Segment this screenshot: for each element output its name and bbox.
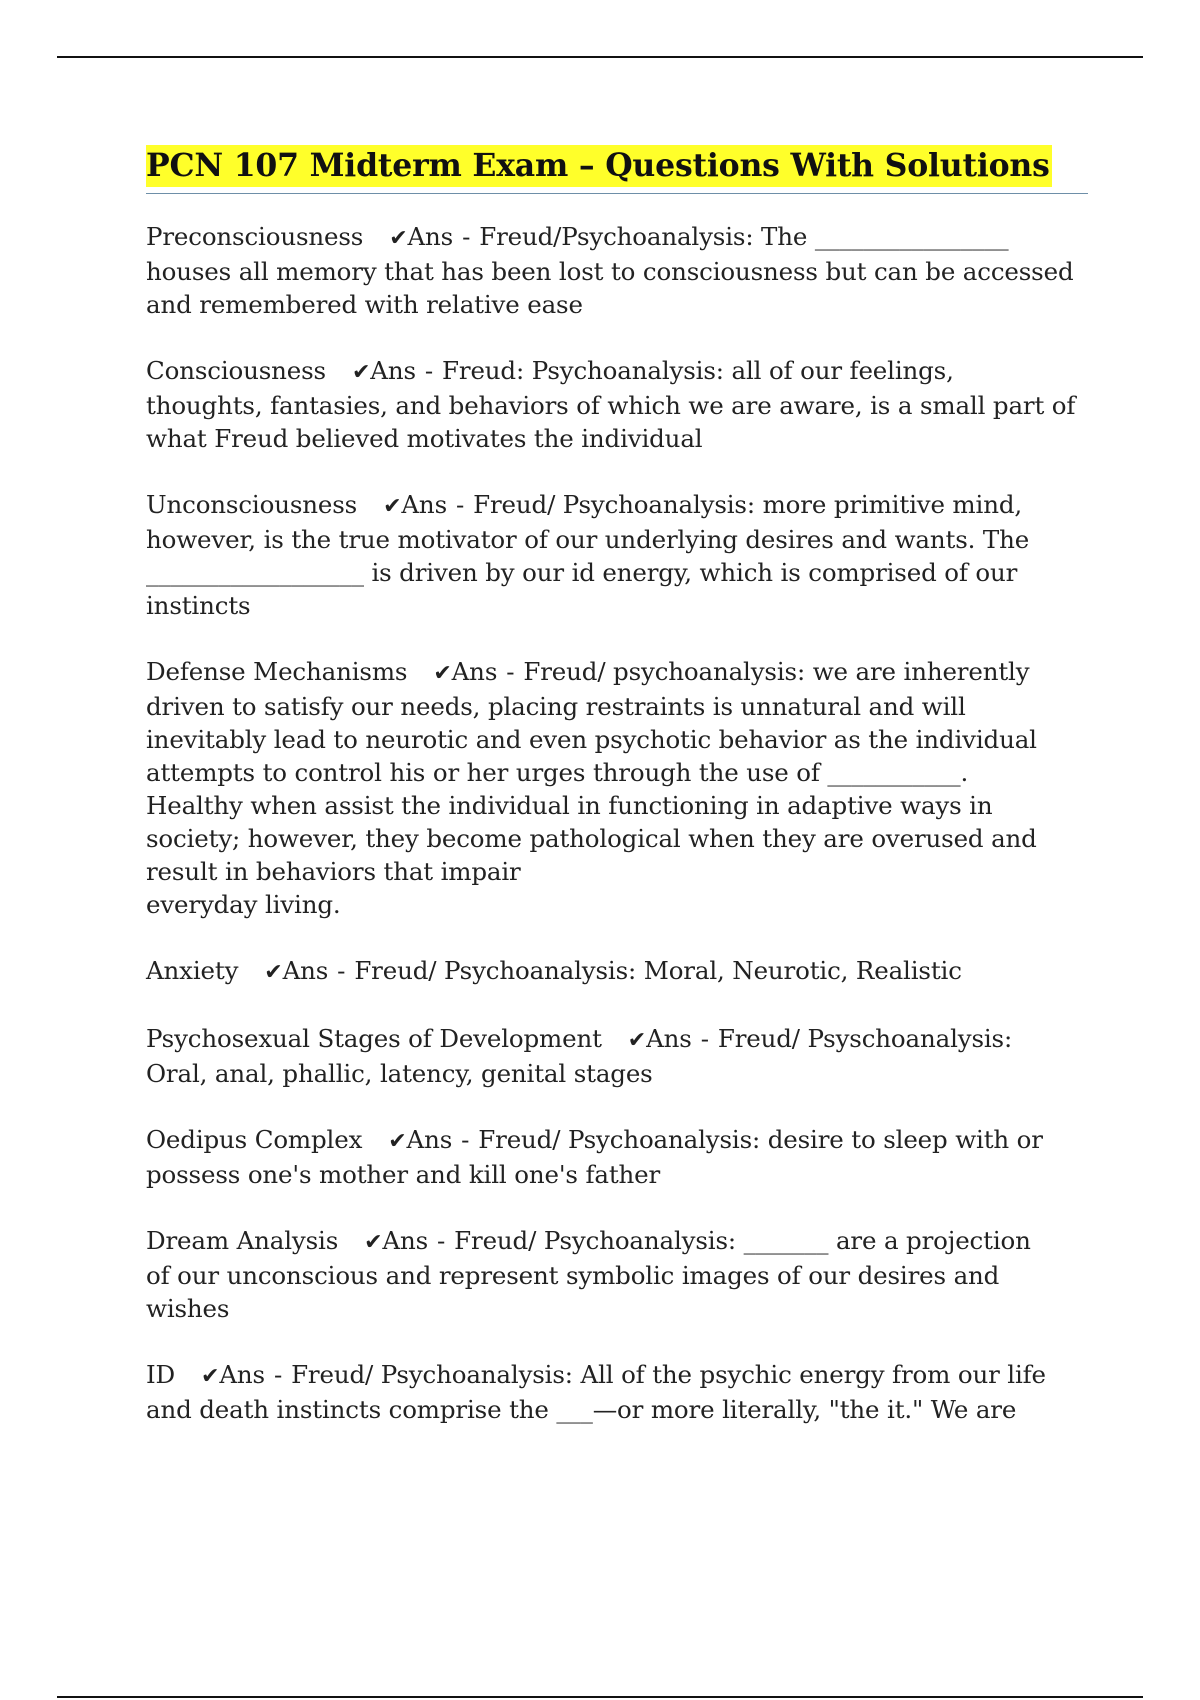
qa-first-line <box>146 1358 1088 1393</box>
answer-text: Freud/ psychoanalysis: we are inherently <box>523 657 1030 686</box>
answer-dash: - <box>337 956 346 985</box>
question-term: Psychosexual Stages of Development <box>146 1024 602 1053</box>
question-term: Oedipus Complex <box>146 1125 363 1154</box>
checkmark-icon: ✔ <box>351 360 371 385</box>
answer-text: attempts to control his or her urges through the use of ___________. <box>146 758 969 787</box>
answer-text: society; however, they become pathological when they are overused and <box>146 824 1037 853</box>
question-term: Unconsciousness <box>146 490 358 519</box>
qa-entry <box>146 1358 1088 1426</box>
title-block <box>146 145 1088 194</box>
answer-text: __________________ is driven by our id energy, which is comprised of our <box>146 558 1018 587</box>
answer-text: Freud/ Psychoanalysis: _______ are a projection <box>454 1226 1031 1255</box>
answer-text: Oral, anal, phallic, latency, genital stages <box>146 1059 653 1088</box>
answer-dash: - <box>437 1226 446 1255</box>
qa-list <box>146 220 1088 1426</box>
answer-text: houses all memory that has been lost to consciousness but can be accessed <box>146 257 1074 286</box>
answer-text: and death instincts comprise the ___—or more literally, "the it." We are <box>146 1395 1017 1424</box>
answer-text: inevitably lead to neurotic and even psychotic behavior as the individual <box>146 725 1037 754</box>
qa-first-line <box>146 1224 1088 1259</box>
answer-text: Healthy when assist the individual in functioning in adaptive ways in <box>146 791 993 820</box>
answer-text: Freud/ Psychoanalysis: more primitive mind, <box>473 490 1022 519</box>
qa-first-line <box>146 488 1088 523</box>
qa-first-line <box>146 1123 1088 1158</box>
answer-label: Ans <box>451 657 498 686</box>
document-title: PCN 107 Midterm Exam – Questions With Solutions <box>146 145 1052 187</box>
question-term: Dream Analysis <box>146 1226 339 1255</box>
answer-dash: - <box>456 490 465 519</box>
qa-entry <box>146 1022 1088 1090</box>
answer-label: Ans <box>382 1226 429 1255</box>
answer-text: instincts <box>146 591 251 620</box>
answer-text: Freud/ Psyschoanalysis: <box>717 1024 1013 1053</box>
question-term: Preconsciousness <box>146 222 364 251</box>
checkmark-icon: ✔ <box>433 661 452 686</box>
qa-first-line <box>146 354 1088 389</box>
answer-text: Freud/ Psychoanalysis: desire to sleep with or <box>478 1125 1043 1154</box>
qa-entry <box>146 1224 1088 1325</box>
answer-text: and remembered with relative ease <box>146 290 583 319</box>
answer-label: Ans <box>370 356 416 385</box>
qa-first-line <box>146 954 1088 989</box>
checkmark-icon: ✔ <box>627 1028 647 1053</box>
qa-first-line <box>146 1022 1088 1057</box>
question-term: Defense Mechanisms <box>146 657 408 686</box>
answer-text: driven to satisfy our needs, placing restraints is unnatural and will <box>146 692 966 721</box>
checkmark-icon: ✔ <box>388 1129 407 1154</box>
document-page <box>146 145 1088 1459</box>
answer-dash: - <box>462 222 471 251</box>
answer-label: Ans <box>646 1024 692 1053</box>
answer-label: Ans <box>219 1360 265 1389</box>
question-term: Consciousness <box>146 356 326 385</box>
answer-text: Freud/Psychoanalysis: The ________________ <box>479 222 1009 251</box>
answer-dash: - <box>273 1360 283 1389</box>
qa-first-line <box>146 655 1088 690</box>
qa-entry <box>146 655 1088 921</box>
answer-label: Ans <box>401 490 447 519</box>
top-page-rule <box>57 56 1143 58</box>
answer-label: Ans <box>407 222 454 251</box>
answer-text: result in behaviors that impair <box>146 857 521 886</box>
answer-dash: - <box>700 1024 709 1053</box>
answer-text: possess one's mother and kill one's father <box>146 1160 661 1189</box>
answer-label: Ans <box>406 1125 453 1154</box>
answer-text: Freud: Psychoanalysis: all of our feelings, <box>442 356 954 385</box>
qa-first-line <box>146 220 1088 255</box>
qa-entry <box>146 488 1088 622</box>
answer-text: what Freud believed motivates the individual <box>146 424 703 453</box>
question-term: ID <box>146 1360 176 1389</box>
answer-text: Freud/ Psychoanalysis: Moral, Neurotic, Realistic <box>354 956 962 985</box>
checkmark-icon: ✔ <box>364 1230 383 1255</box>
checkmark-icon: ✔ <box>389 226 408 251</box>
qa-entry <box>146 354 1088 455</box>
answer-dash: - <box>461 1125 470 1154</box>
answer-label: Ans <box>282 956 329 985</box>
bottom-page-rule <box>57 1696 1143 1698</box>
qa-entry <box>146 1123 1088 1191</box>
answer-text: Freud/ Psychoanalysis: All of the psychic energy from our life <box>291 1360 1046 1389</box>
answer-text: everyday living. <box>146 890 341 919</box>
question-term: Anxiety <box>146 956 239 985</box>
answer-text: thoughts, fantasies, and behaviors of which we are aware, is a small part of <box>146 391 1076 420</box>
answer-dash: - <box>424 356 434 385</box>
answer-text: of our unconscious and represent symbolic images of our desires and <box>146 1261 1000 1290</box>
checkmark-icon: ✔ <box>201 1364 220 1389</box>
checkmark-icon: ✔ <box>383 494 402 519</box>
qa-entry <box>146 220 1088 321</box>
answer-dash: - <box>506 657 515 686</box>
qa-entry <box>146 954 1088 989</box>
answer-text: however, is the true motivator of our underlying desires and wants. The <box>146 525 1030 554</box>
checkmark-icon: ✔ <box>264 960 283 985</box>
answer-text: wishes <box>146 1294 230 1323</box>
